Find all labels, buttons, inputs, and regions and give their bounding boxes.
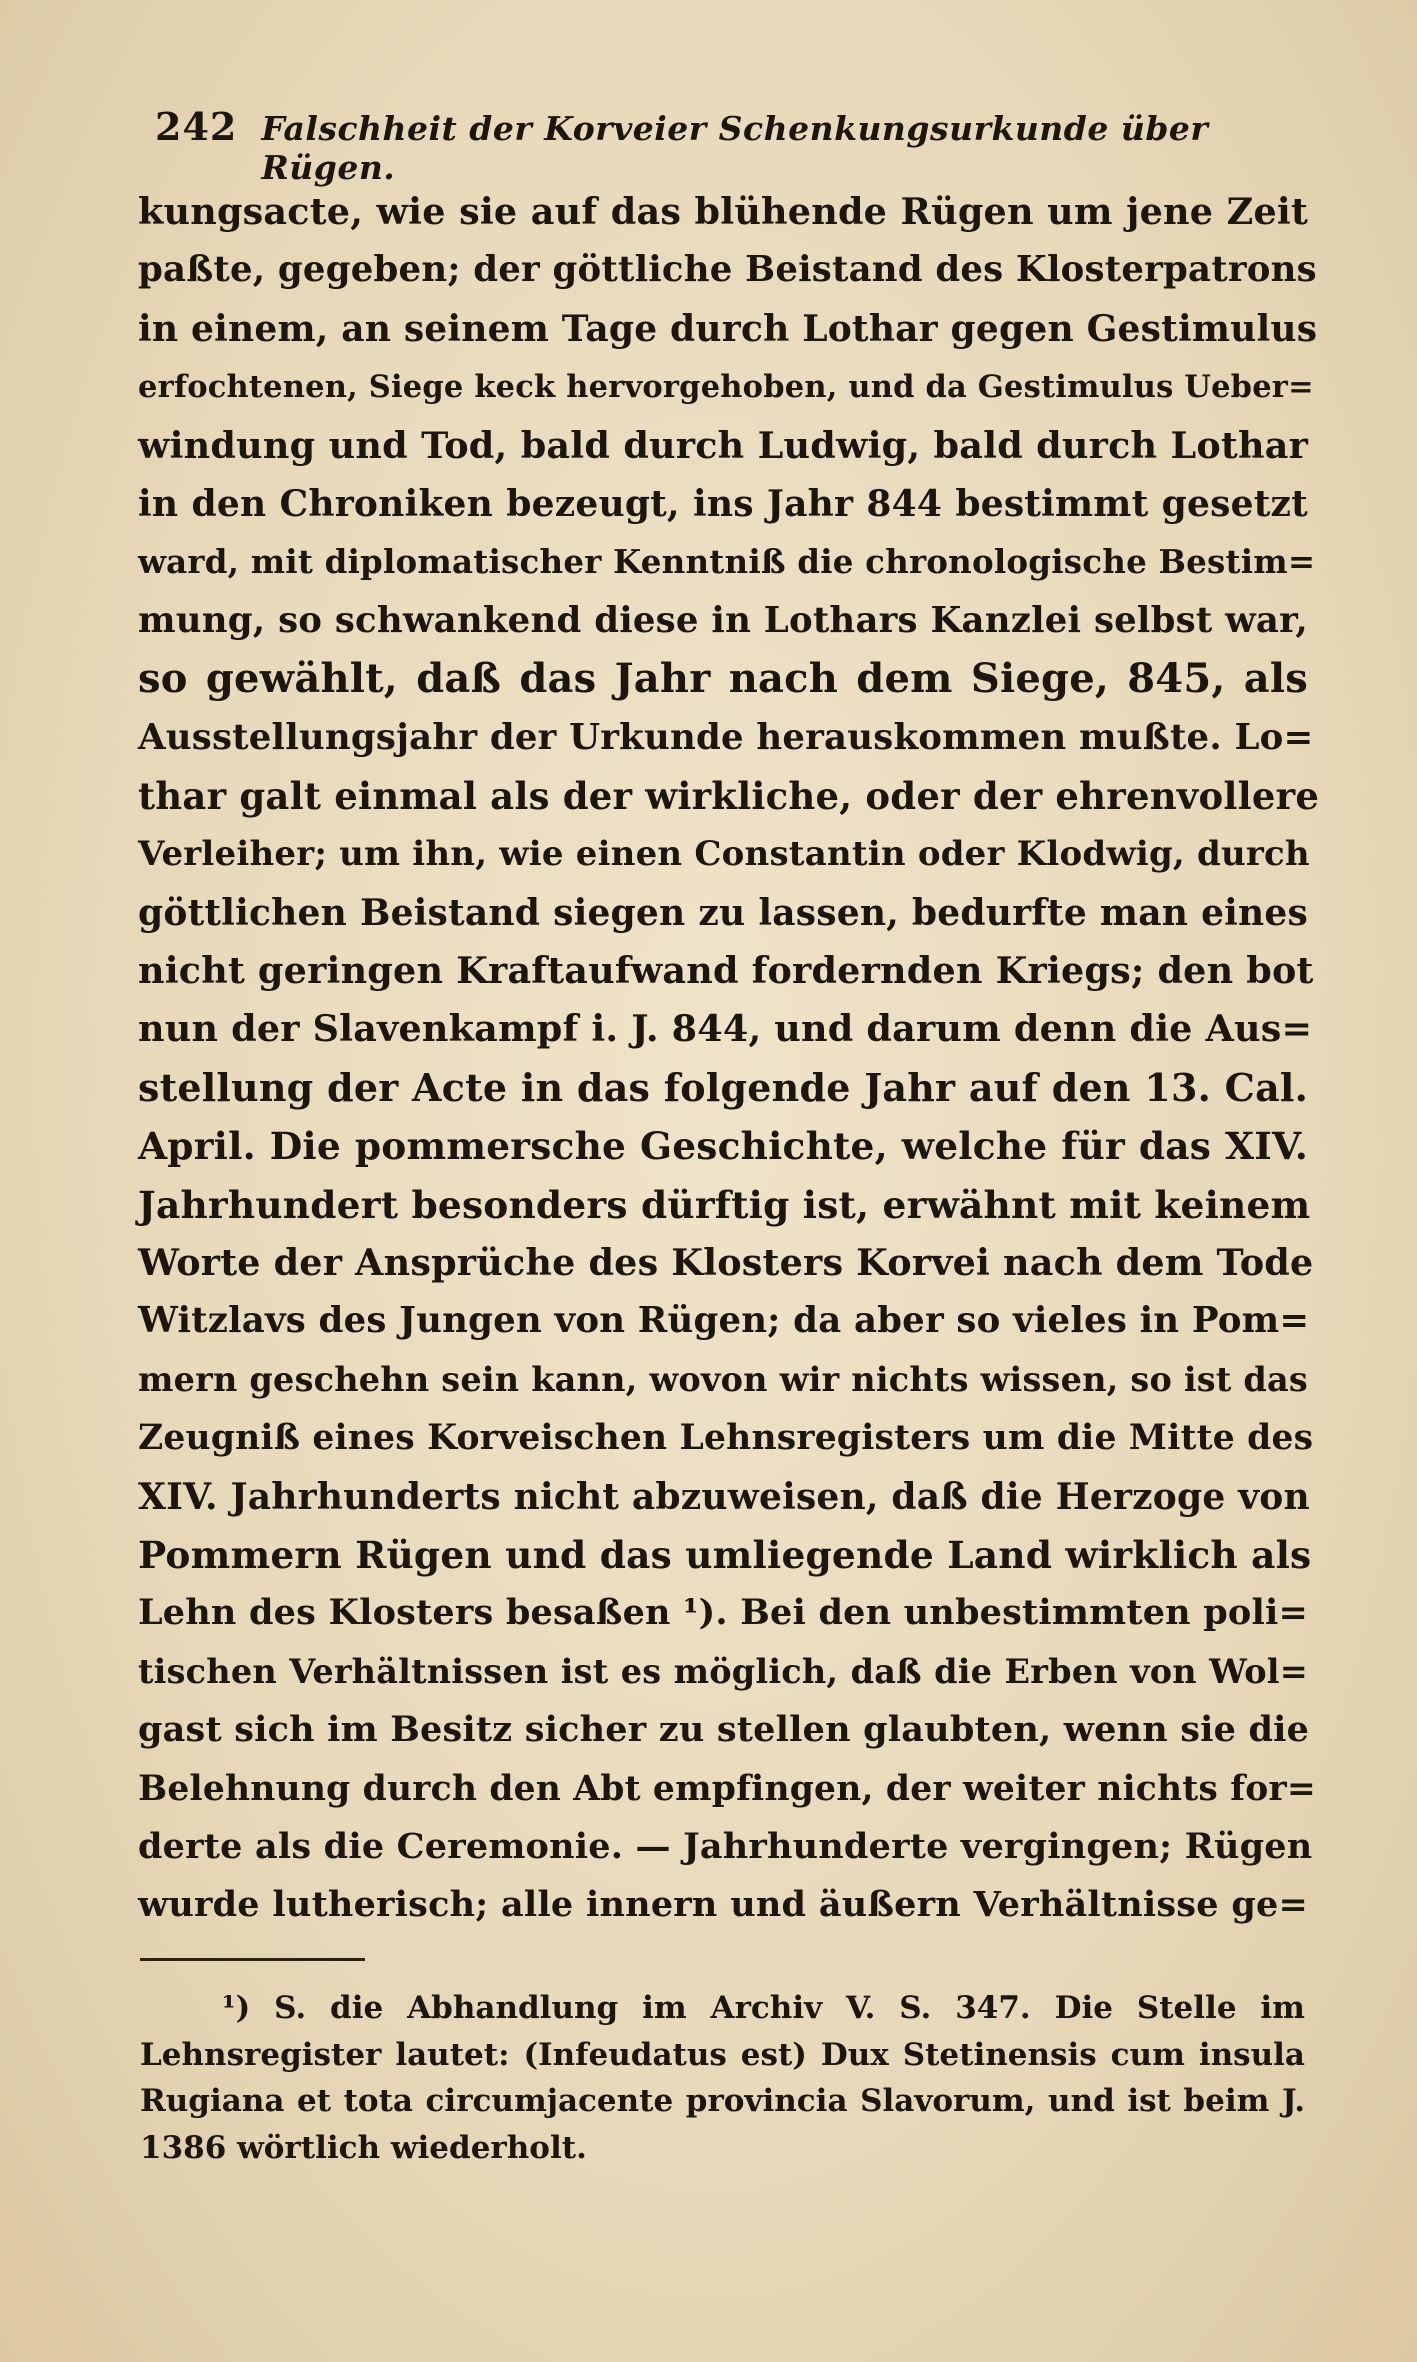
text-line: göttlichen Beistand siegen zu lassen, bedurfte man eines	[138, 891, 1308, 934]
text-line: derte als die Ceremonie. — Jahrhunderte vergingen; Rügen	[138, 1825, 1313, 1867]
text-line: thar galt einmal als der wirkliche, oder der ehrenvollere	[138, 773, 1320, 818]
text-line: mung, so schwankend diese in Lothars Kanzlei selbst war,	[138, 599, 1308, 641]
text-line: mern geschehn sein kann, wovon wir nichts wissen, so ist das	[138, 1359, 1308, 1399]
text-line: stellung der Acte in das folgende Jahr auf den 13. Cal.	[138, 1064, 1308, 1110]
text-line: Belehnung durch den Abt empfingen, der weiter nichts for=	[138, 1768, 1316, 1809]
text-line: Lehn des Klosters besaßen ¹). Bei den unbestimmten poli=	[138, 1592, 1308, 1634]
text-line: gast sich im Besitz sicher zu stellen glaubten, wenn sie die	[138, 1709, 1310, 1751]
text-line: Jahrhundert besonders dürftig ist, erwähnt mit keinem	[138, 1182, 1311, 1227]
text-line: in einem, an seinem Tage durch Lothar gegen Gestimulus	[138, 307, 1318, 350]
text-line: in den Chroniken bezeugt, ins Jahr 844 bestimmt gesetzt	[138, 482, 1308, 525]
text-line: Pommern Rügen und das umliegende Land wirklich als	[138, 1532, 1312, 1577]
footnote-divider	[140, 1958, 365, 1961]
text-line: nicht geringen Kraftaufwand fordernden Kriegs; den bot	[138, 949, 1314, 993]
text-line: so gewählt, daß das Jahr nach dem Siege, 845, als	[138, 655, 1308, 703]
page-header	[155, 104, 1315, 187]
text-line: paßte, gegeben; der göttliche Beistand des Klosterpatrons	[138, 249, 1317, 291]
text-line: wurde lutherisch; alle innern und äußern Verhältnisse ge=	[138, 1884, 1308, 1926]
footnote-line: Rugiana et tota circumjacente provincia Slavorum, und ist beim J.	[140, 2083, 1305, 2119]
running-head: Falschheit der Korveier Schenkungsurkunde über Rügen.	[261, 109, 1209, 187]
text-line: Worte der Ansprüche des Klosters Korvei nach dem Tode	[138, 1241, 1314, 1285]
text-line: nun der Slavenkampf i. J. 844, und darum denn die Aus=	[138, 1007, 1313, 1051]
text-line: tischen Verhältnissen ist es möglich, daß die Erben von Wol=	[138, 1651, 1308, 1691]
body-text	[138, 183, 1320, 1935]
footnotes	[140, 1985, 1305, 2171]
text-line: Ausstellungsjahr der Urkunde herauskommen mußte. Lo=	[138, 716, 1314, 758]
text-line: XIV. Jahrhunderts nicht abzuweisen, daß die Herzoge von	[138, 1475, 1310, 1518]
text-line: ward, mit diplomatischer Kenntniß die chronologische Bestim=	[138, 542, 1316, 582]
footnote-line: ¹) S. die Abhandlung im Archiv V. S. 347. Die Stelle im	[222, 1990, 1305, 2026]
footnote-line: Lehnsregister lautet: (Infeudatus est) Dux Stetinensis cum insula	[140, 2036, 1305, 2073]
text-line: Zeugniß eines Korveischen Lehnsregisters um die Mitte des	[138, 1418, 1314, 1459]
footnote-line: 1386 wörtlich wiederholt.	[140, 2129, 587, 2166]
text-line: Verleiher; um ihn, wie einen Constantin oder Klodwig, durch	[138, 834, 1310, 875]
page-number: 242	[155, 104, 238, 149]
text-line: kungsacte, wie sie auf das blühende Rügen um jene Zeit	[138, 190, 1308, 233]
text-line: erfochtenen, Siege keck hervorgehoben, und da Gestimulus Ueber=	[138, 369, 1314, 406]
text-line: April. Die pommersche Geschichte, welche für das XIV.	[138, 1124, 1308, 1169]
text-line: Witzlavs des Jungen von Rügen; da aber so vieles in Pom=	[138, 1300, 1310, 1342]
text-line: windung und Tod, bald durch Ludwig, bald durch Lothar	[138, 423, 1308, 467]
